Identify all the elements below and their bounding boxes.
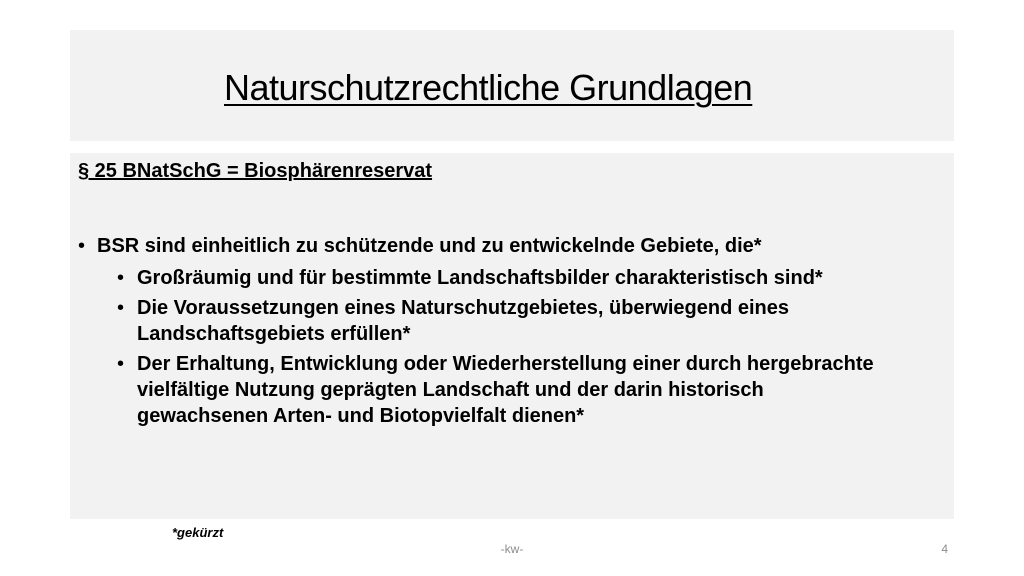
title-panel bbox=[70, 30, 954, 141]
sub-bullet-item bbox=[70, 265, 954, 291]
content-panel bbox=[70, 153, 954, 519]
bullet-text: BSR sind einheitlich zu schützende und zu entwickelnde Gebiete, die* bbox=[97, 235, 762, 257]
footnote: *gekürzt bbox=[172, 525, 224, 540]
slide-title: Naturschutzrechtliche Grundlagen bbox=[224, 67, 753, 108]
bullet-dot-icon: • bbox=[117, 353, 125, 375]
bullet-dot-icon: • bbox=[117, 297, 125, 319]
sub-bullet-text: Großräumig und für bestimmte Landschaftsbilder charakteristisch sind* bbox=[137, 267, 823, 289]
sub-bullet-item bbox=[70, 351, 954, 429]
sub-bullet-text: Der Erhaltung, Entwicklung oder Wiederherstellung einer durch hergebrachte vielfältige Nutzung geprägten Landschaft und der darin historisch gewachsenen Arten- und Biotopvielfalt dienen* bbox=[137, 353, 874, 427]
bullet-dot-icon: • bbox=[117, 267, 125, 289]
slide-number: 4 bbox=[941, 542, 948, 556]
sub-bullet-item bbox=[70, 295, 954, 347]
sub-bullet-text: Die Voraussetzungen eines Naturschutzgebietes, überwiegend eines Landschaftsgebiets erfüllen* bbox=[137, 297, 790, 345]
bullet-dot-icon: • bbox=[78, 235, 86, 257]
section-heading: § 25 BNatSchG = Biosphärenreservat bbox=[78, 160, 433, 182]
bullet-item-main bbox=[70, 233, 954, 259]
footer-author: -kw- bbox=[500, 542, 524, 556]
bullet-list bbox=[70, 233, 954, 433]
